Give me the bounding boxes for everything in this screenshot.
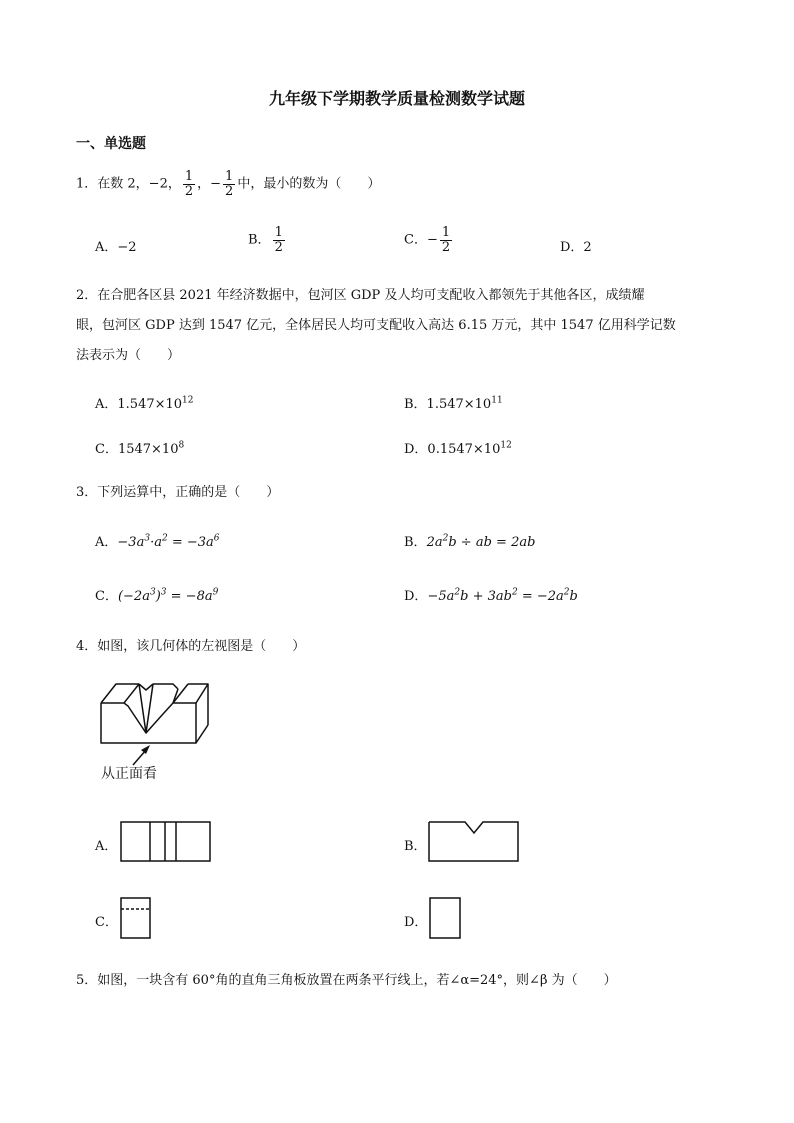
q4-figure-caption: 从正面看 bbox=[101, 766, 157, 782]
q1-separator: ， bbox=[197, 176, 211, 192]
q1-fraction-half: $\frac{1}{2}$ bbox=[184, 169, 194, 199]
q3-option-d: D．$-5a^2b + 3ab^2 = -2a^2b$ bbox=[404, 587, 578, 604]
q1-option-c: C．− $\frac{1}{2}$ bbox=[404, 225, 451, 255]
q4-option-b-label: B． bbox=[404, 839, 427, 854]
q2-option-a: A．$1.547\times 10^{12}$ bbox=[95, 395, 194, 412]
q4-stem: 4．如图，该几何体的左视图是（ ） bbox=[76, 639, 306, 654]
q1-fraction-neg-half: $\frac{1}{2}$ bbox=[225, 169, 234, 199]
page-title: 九年级下学期教学质量检测数学试题 bbox=[268, 89, 525, 108]
q2-stem-line-1: 2．在合肥各区县 2021 年经济数据中，包河区 GDP 及人均可支配收入都领先于其他各区，成绩耀 bbox=[76, 288, 645, 303]
q1-option-d: D．2 bbox=[560, 240, 592, 255]
q3-option-a: A．$-3a^3\cdot a^2 = -3a^6$ bbox=[95, 533, 220, 550]
q1-prefix: 1．在数 2，−2， bbox=[76, 176, 181, 192]
q3-option-c: C．$(-2a^3)^3 = -8a^9$ bbox=[95, 587, 219, 604]
q2-option-b: B．$1.547\times 10^{11}$ bbox=[404, 395, 503, 412]
q2-stem-line-2: 眼，包河区 GDP 达到 1547 亿元，全体居民人均可支配收入高达 6.15 万元，其中 1547 亿用科学记数 bbox=[76, 318, 676, 333]
q2-stem-line-3: 法表示为（ ） bbox=[76, 348, 181, 363]
q3-stem: 3．下列运算中，正确的是（ ） bbox=[76, 485, 280, 500]
q1-negative-sign: − bbox=[210, 176, 222, 192]
section-heading: 一、单选题 bbox=[76, 136, 146, 152]
q1-option-a: A．−2 bbox=[95, 240, 137, 255]
q4-option-c-label: C． bbox=[95, 915, 118, 930]
q1-suffix: 中，最小的数为（ ） bbox=[237, 176, 381, 192]
q4-option-d-label: D． bbox=[404, 915, 428, 930]
q3-option-b: B．$2a^2b$ ÷ ab = 2ab bbox=[404, 533, 536, 550]
q1-option-b: B． $\frac{1}{2}$ bbox=[248, 225, 283, 255]
q5-stem: 5．如图，一块含有 60°角的直角三角板放置在两条平行线上，若∠α=24°，则∠β 为（ ） bbox=[76, 973, 617, 988]
q4-option-a-label: A． bbox=[95, 839, 118, 854]
q2-option-c: C．$1547\times 10^8$ bbox=[95, 440, 185, 457]
q2-option-d: D．$0.1547\times 10^{12}$ bbox=[404, 440, 512, 457]
